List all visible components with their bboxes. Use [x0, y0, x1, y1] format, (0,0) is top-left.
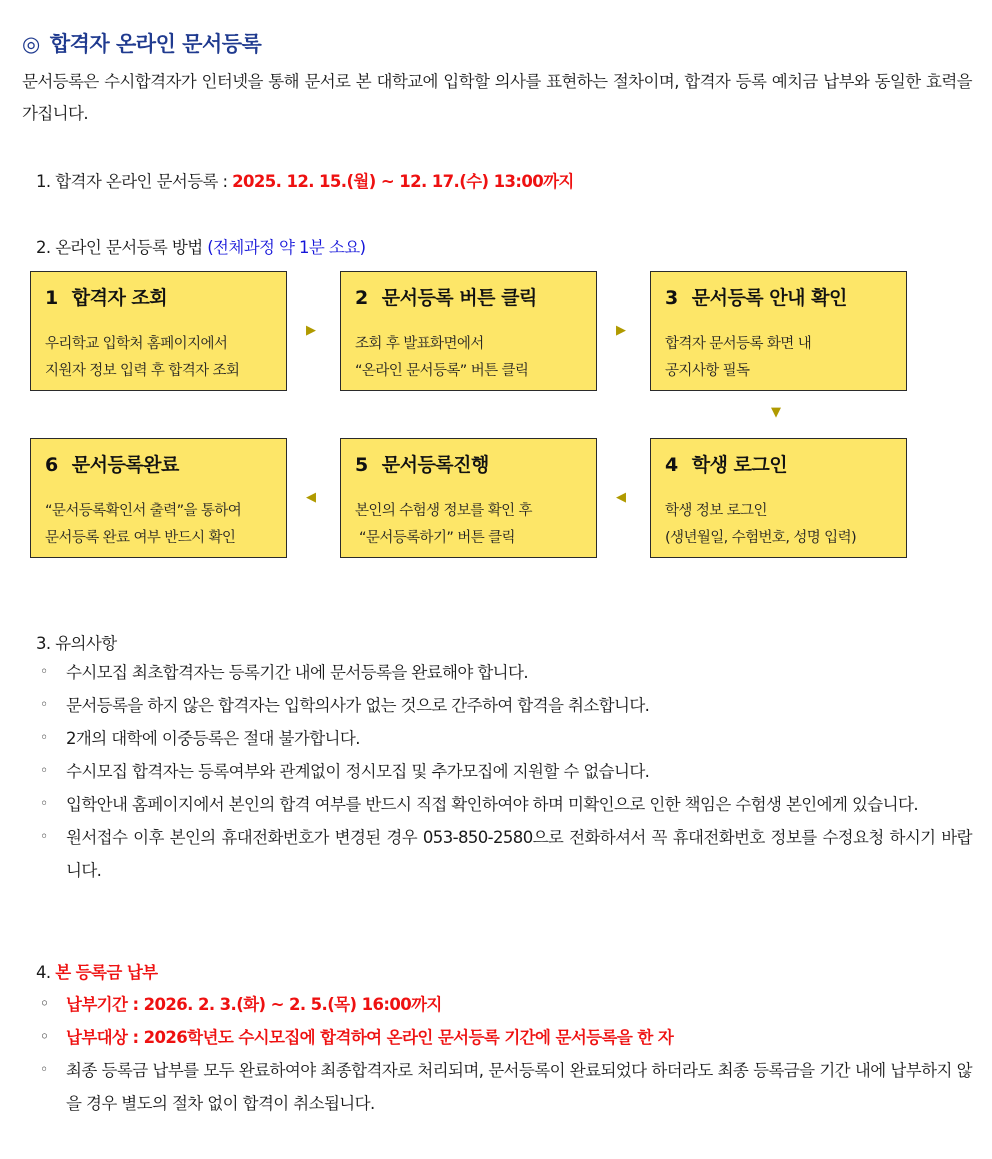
- step-title: [355, 450, 489, 477]
- step-desc-line: 합격자 문서등록 화면 내: [665, 336, 812, 352]
- intro-paragraph: 문서등록은 수시합격자가 인터넷을 통해 문서로 본 대학교에 입학할 의사를 표현하는 절차이며, 합격자 등록 예치금 납부와 동일한 효력을 가집니다.: [22, 72, 972, 123]
- step-desc-line: 조회 후 발표화면에서: [355, 336, 484, 352]
- list-item-text: 최종 등록금 납부를 모두 완료하여야 최종합격자로 처리되며, 문서등록이 완료되었다 하더라도 최종 등록금을 기간 내에 납부하지 않을 경우 별도의 절차 없이 합격이 취소됩니다.: [66, 1061, 972, 1113]
- step-description: [665, 498, 856, 552]
- page-title: [22, 28, 261, 58]
- payment-period: 납부기간 : 2026. 2. 3.(화) ~ 2. 5.(목) 16:00까지: [66, 995, 442, 1014]
- section-4-number: 4.: [36, 963, 56, 982]
- list-item: [40, 1054, 972, 1120]
- payment-target: 납부대상 : 2026학년도 수시모집에 합격하여 온라인 문서등록 기간에 문서등록을 한 자: [66, 1028, 674, 1047]
- step-title-text: 문서등록진행: [381, 454, 489, 476]
- step-desc-line: (생년월일, 수험번호, 성명 입력): [665, 530, 857, 546]
- section-1: [36, 168, 574, 192]
- step-description: [45, 331, 239, 385]
- step-desc-line: 학생 정보 로그인: [665, 503, 767, 519]
- bullet-icon: ◦: [40, 763, 48, 779]
- step-number: 1: [45, 287, 58, 309]
- section-4: [36, 959, 158, 983]
- step-desc-line: 공지사항 필독: [665, 363, 750, 379]
- arrow-left-icon: ◀: [306, 490, 316, 505]
- step-title: [45, 283, 167, 310]
- bullet-icon: ◦: [40, 697, 48, 713]
- step-title: [665, 283, 847, 310]
- section-3-label: 3. 유의사항: [36, 634, 117, 653]
- step-number: 5: [355, 454, 368, 476]
- step-number: 2: [355, 287, 368, 309]
- arrow-right-icon: ▶: [616, 323, 626, 338]
- section-2-label: 2. 온라인 문서등록 방법: [36, 238, 208, 257]
- step-3-box: [650, 271, 907, 391]
- step-title-text: 합격자 조회: [71, 287, 168, 309]
- step-number: 4: [665, 454, 678, 476]
- duration-note: (전체과정 약 1분 소요): [207, 238, 366, 257]
- section-1-label: 1. 합격자 온라인 문서등록 :: [36, 172, 233, 191]
- payment-list: [40, 988, 972, 1120]
- list-item: [40, 689, 972, 722]
- step-number: 3: [665, 287, 678, 309]
- step-description: [665, 331, 811, 385]
- step-desc-line: 우리학교 입학처 홈페이지에서: [45, 336, 228, 352]
- step-2-box: [340, 271, 597, 391]
- arrow-down-icon: ▼: [771, 405, 781, 420]
- list-item: [40, 821, 972, 887]
- section-4-label: 본 등록금 납부: [55, 963, 158, 982]
- bullet-icon: ◦: [40, 1062, 48, 1078]
- step-4-box: [650, 438, 907, 558]
- bullet-icon: ◦: [40, 730, 48, 746]
- bullet-icon: ◦: [40, 796, 48, 812]
- list-item: [40, 788, 972, 821]
- list-item-text: 입학안내 홈페이지에서 본인의 합격 여부를 반드시 직접 확인하여야 하며 미확인으로 인한 책임은 수험생 본인에게 있습니다.: [66, 795, 918, 814]
- section-2: [36, 234, 365, 258]
- list-item-text: 2개의 대학에 이중등록은 절대 불가합니다.: [66, 729, 360, 748]
- step-description: [355, 498, 532, 552]
- page-title-text: 합격자 온라인 문서등록: [49, 32, 262, 56]
- step-title-text: 학생 로그인: [691, 454, 788, 476]
- step-desc-line: “문서등록하기” 버튼 클릭: [355, 530, 515, 546]
- step-description: [355, 331, 528, 385]
- double-circle-icon: ◎: [22, 32, 40, 56]
- list-item: [40, 988, 972, 1021]
- list-item-text: 원서접수 이후 본인의 휴대전화번호가 변경된 경우 053-850-2580으로 전화하셔서 꼭 휴대전화번호 정보를 수정요청 하시기 바랍니다.: [66, 828, 972, 880]
- step-description: [45, 498, 241, 552]
- bullet-icon: ◦: [40, 996, 49, 1012]
- list-item-text: 수시모집 합격자는 등록여부와 관계없이 정시모집 및 추가모집에 지원할 수 없습니다.: [66, 762, 650, 781]
- list-item-text: 수시모집 최초합격자는 등록기간 내에 문서등록을 완료해야 합니다.: [66, 663, 529, 682]
- step-desc-line: “온라인 문서등록” 버튼 클릭: [355, 363, 529, 379]
- step-title-text: 문서등록 버튼 클릭: [381, 287, 537, 309]
- list-item-text: 문서등록을 하지 않은 합격자는 입학의사가 없는 것으로 간주하여 합격을 취소합니다.: [66, 696, 650, 715]
- step-title: [45, 450, 179, 477]
- step-desc-line: “문서등록확인서 출력”을 통하여: [45, 503, 242, 519]
- bullet-icon: ◦: [40, 664, 48, 680]
- list-item: [40, 755, 972, 788]
- step-title: [355, 283, 537, 310]
- step-5-box: [340, 438, 597, 558]
- step-desc-line: 지원자 정보 입력 후 합격자 조회: [45, 363, 240, 379]
- list-item: [40, 722, 972, 755]
- step-1-box: [30, 271, 287, 391]
- notice-list: [40, 656, 972, 887]
- arrow-right-icon: ▶: [306, 323, 316, 338]
- step-title-text: 문서등록완료: [71, 454, 179, 476]
- step-6-box: [30, 438, 287, 558]
- list-item: [40, 1021, 972, 1054]
- step-desc-line: 본인의 수험생 정보를 확인 후: [355, 503, 532, 519]
- registration-period: 2025. 12. 15.(월) ~ 12. 17.(수) 13:00까지: [232, 172, 574, 191]
- bullet-icon: ◦: [40, 829, 48, 845]
- list-item: [40, 656, 972, 689]
- step-title-text: 문서등록 안내 확인: [691, 287, 847, 309]
- bullet-icon: ◦: [40, 1029, 49, 1045]
- step-title: [665, 450, 787, 477]
- arrow-left-icon: ◀: [616, 490, 626, 505]
- step-desc-line: 문서등록 완료 여부 반드시 확인: [45, 530, 236, 546]
- step-number: 6: [45, 454, 58, 476]
